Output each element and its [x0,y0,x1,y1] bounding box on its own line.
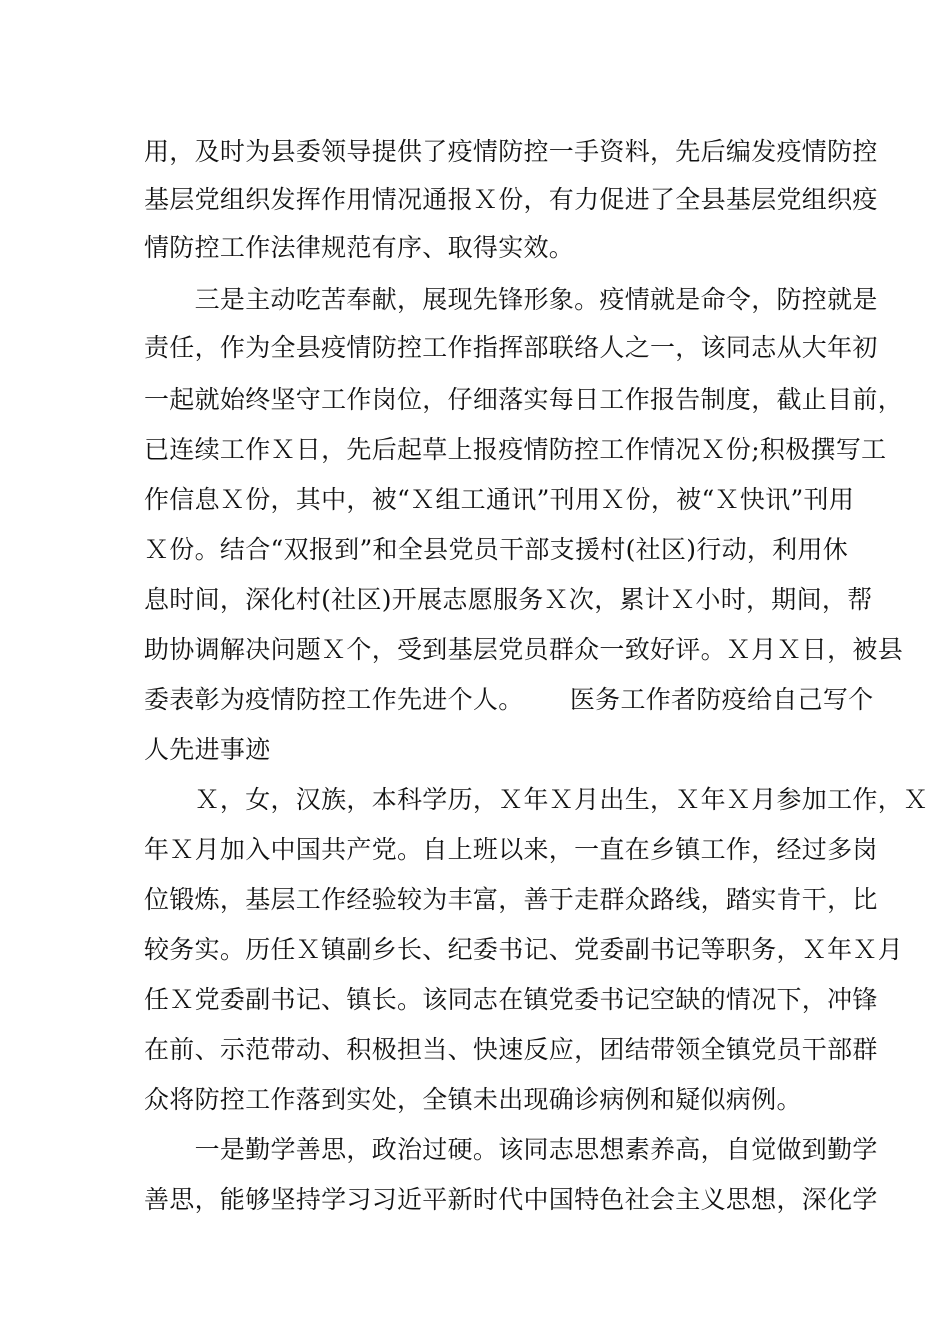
text-line: 助协调解决问题Ｘ个，受到基层党员群众一致好评。Ｘ月Ｘ日，被县 [144,635,904,664]
text-line: 已连续工作Ｘ日，先后起草上报疫情防控工作情况Ｘ份;积极撰写工 [144,435,887,464]
text-line: 在前、示范带动、积极担当、快速反应，团结带领全镇党员干部群 [144,1035,878,1064]
text-line: Ｘ份。结合“双报到”和全县党员干部支援村(社区)行动，利用休 [144,535,849,564]
text-line: Ｘ，女，汉族，本科学历，Ｘ年Ｘ月出生，Ｘ年Ｘ月参加工作，Ｘ [144,785,929,814]
text-line: 任Ｘ党委副书记、镇长。该同志在镇党委书记空缺的情况下，冲锋 [144,985,878,1014]
text-line: 作信息Ｘ份，其中，被“Ｘ组工通讯”刊用Ｘ份，被“Ｘ快讯”刊用 [144,485,855,514]
text-line: 众将防控工作落到实处，全镇未出现确诊病例和疑似病例。 [144,1085,802,1114]
text-line: 一起就始终坚守工作岗位，仔细落实每日工作报告制度，截止目前， [144,385,904,414]
text-line: 情防控工作法律规范有序、取得实效。 [144,233,575,262]
text-line: 责任，作为全县疫情防控工作指挥部联络人之一，该同志从大年初 [144,333,878,362]
text-line: 位锻炼，基层工作经验较为丰富，善于走群众路线，踏实肯干，比 [144,885,878,914]
text-line: 用，及时为县委领导提供了疫情防控一手资料，先后编发疫情防控 [144,137,878,166]
text-line: 善思，能够坚持学习习近平新时代中国特色社会主义思想，深化学 [144,1185,878,1214]
text-line: 委表彰为疫情防控工作先进个人。 医务工作者防疫给自己写个 [144,685,874,714]
text-line: 较务实。历任Ｘ镇副乡长、纪委书记、党委副书记等职务，Ｘ年Ｘ月 [144,935,904,964]
text-line: 息时间，深化村(社区)开展志愿服务Ｘ次，累计Ｘ小时，期间，帮 [144,585,873,614]
text-line: 基层党组织发挥作用情况通报Ｘ份，有力促进了全县基层党组织疫 [144,185,878,214]
text-line: 一是勤学善思，政治过硬。该同志思想素养高，自觉做到勤学 [144,1135,878,1164]
text-line: 三是主动吃苦奉献，展现先锋形象。疫情就是命令，防控就是 [144,285,878,314]
text-line: 年Ｘ月加入中国共产党。自上班以来，一直在乡镇工作，经过多岗 [144,835,878,864]
text-line: 人先进事迹 [144,735,271,764]
